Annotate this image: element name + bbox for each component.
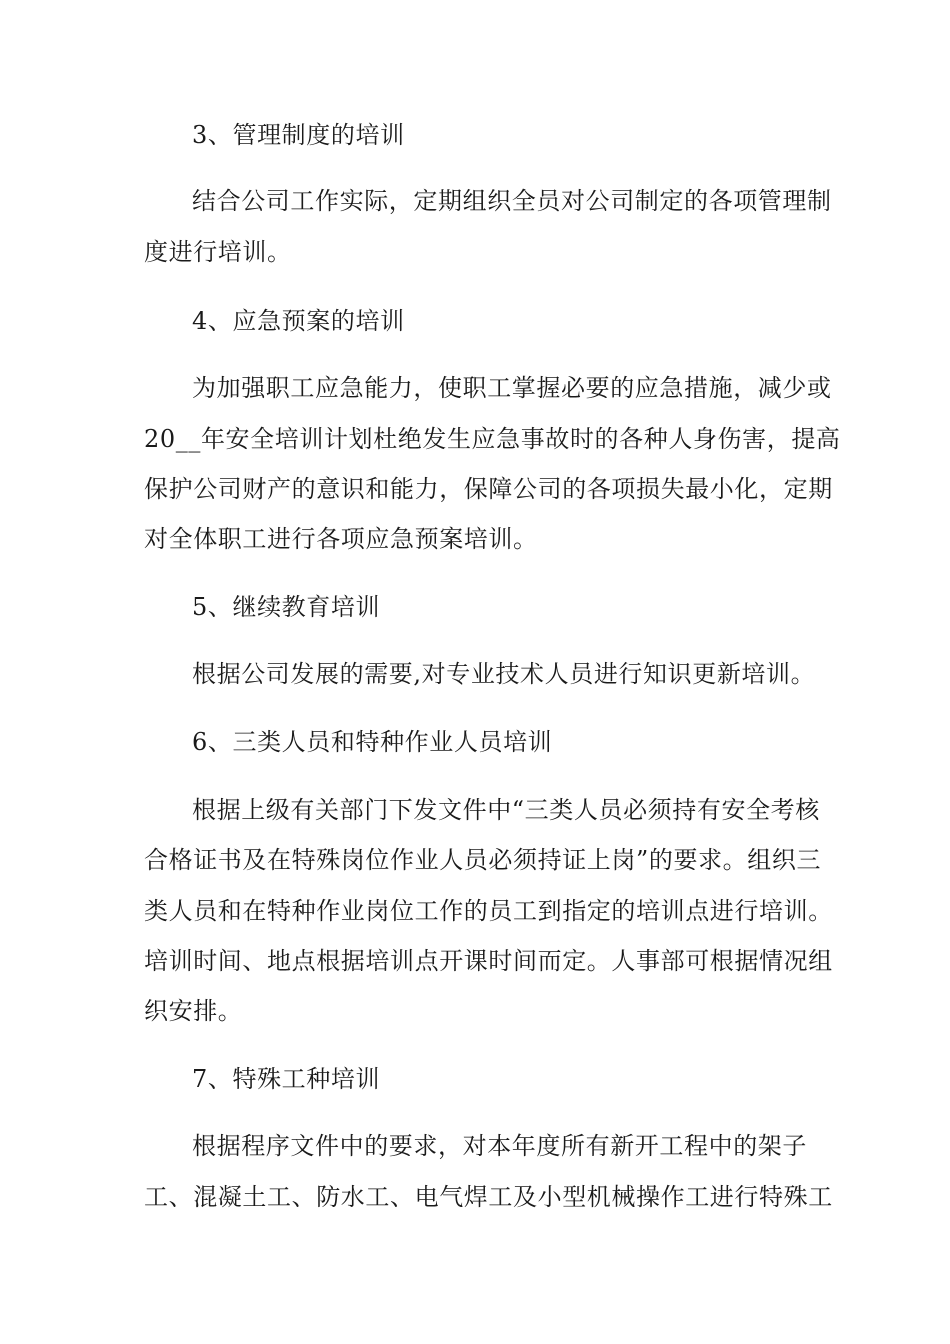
- section-heading-7: 7、特殊工种培训: [192, 1065, 381, 1093]
- paragraph-line: 根据程序文件中的要求，对本年度所有新开工程中的架子: [192, 1132, 807, 1160]
- paragraph-line: 度进行培训。: [144, 238, 292, 266]
- paragraph-line: 为加强职工应急能力，使职工掌握必要的应急措施，减少或: [192, 374, 832, 402]
- section-heading-4: 4、应急预案的培训: [192, 307, 405, 335]
- paragraph-line: 20__年安全培训计划杜绝发生应急事故时的各种人身伤害，提高: [144, 425, 841, 453]
- section-heading-5: 5、继续教育培训: [192, 593, 381, 621]
- paragraph-line: 保护公司财产的意识和能力，保障公司的各项损失最小化，定期: [144, 475, 833, 503]
- paragraph-line: 结合公司工作实际，定期组织全员对公司制定的各项管理制: [192, 187, 832, 215]
- paragraph-line: 培训时间、地点根据培训点开课时间而定。人事部可根据情况组: [144, 947, 833, 975]
- section-heading-3: 3、管理制度的培训: [192, 121, 405, 149]
- section-heading-6: 6、三类人员和特种作业人员培训: [192, 728, 553, 756]
- paragraph-line: 合格证书及在特殊岗位作业人员必须持证上岗”的要求。组织三: [144, 846, 822, 874]
- paragraph-line: 类人员和在特种作业岗位工作的员工到指定的培训点进行培训。: [144, 897, 833, 925]
- paragraph-line: 根据上级有关部门下发文件中“三类人员必须持有安全考核: [192, 796, 820, 824]
- paragraph-line: 根据公司发展的需要,对专业技术人员进行知识更新培训。: [192, 660, 816, 688]
- paragraph-line: 对全体职工进行各项应急预案培训。: [144, 525, 538, 553]
- paragraph-line: 工、混凝土工、防水工、电气焊工及小型机械操作工进行特殊工: [144, 1183, 833, 1211]
- paragraph-line: 织安排。: [144, 997, 243, 1025]
